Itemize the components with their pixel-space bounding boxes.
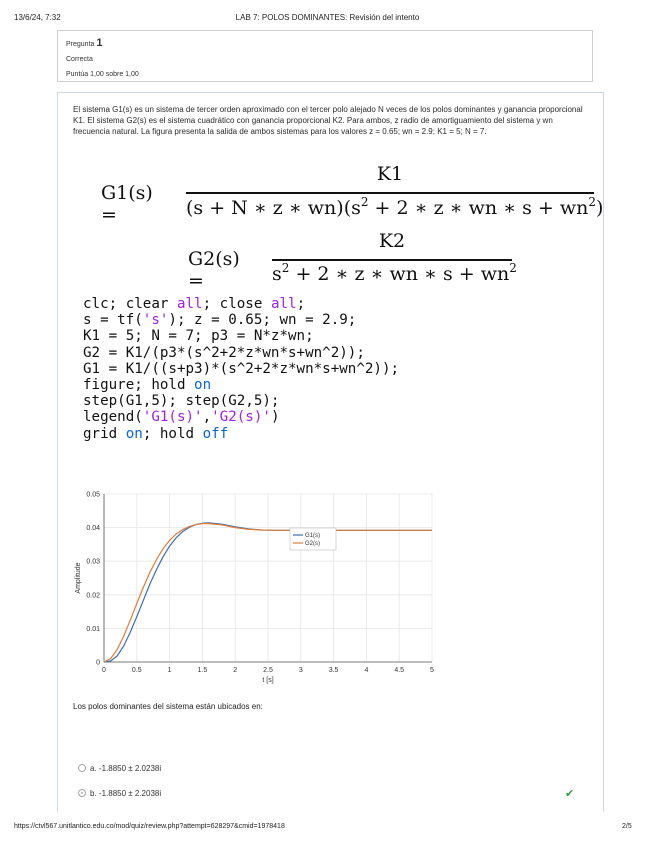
- x-tick-label: 2.5: [263, 667, 273, 674]
- option-a-letter: a.: [90, 764, 97, 773]
- g2-fraction-bar: [272, 259, 512, 261]
- step-response-chart: [70, 484, 450, 689]
- question-number: Pregunta 1: [66, 37, 103, 49]
- option-b-letter: b.: [90, 789, 97, 798]
- footer-page-number: 2/5: [622, 823, 632, 830]
- code-line-8: legend('G1(s)','G2(s)'): [83, 409, 280, 426]
- x-tick-label: 1: [167, 667, 172, 674]
- footer-url: https://ctvl567.unitlantico.edu.co/mod/quiz/review.php?attempt=628297&cmid=1978418: [14, 823, 285, 830]
- print-datetime: 13/6/24, 7:32: [14, 13, 61, 22]
- g2-lhs: G2(s) =: [188, 248, 240, 292]
- chart-legend: [290, 528, 336, 550]
- x-axis-label: t [s]: [262, 677, 274, 684]
- g1-lhs: G1(s) =: [101, 182, 153, 226]
- question-status: Correcta: [66, 56, 93, 63]
- page-title: LAB 7: POLOS DOMINANTES: Revisión del intento: [235, 13, 420, 22]
- code-line-4: G2 = K1/(p3*(s^2+2*z*wn*s+wn^2));: [83, 344, 365, 361]
- question-score: Puntúa 1,00 sobre 1,00: [66, 71, 139, 78]
- matlab-code: [83, 296, 399, 442]
- code-line-9: grid on; hold off: [83, 425, 229, 442]
- legend-entry: G2(s): [305, 541, 320, 548]
- x-tick-label: 2: [233, 667, 238, 674]
- y-tick-label: 0: [96, 659, 100, 667]
- question-info-box: [57, 30, 593, 82]
- x-tick-label: 0: [102, 667, 106, 674]
- g1-numerator: K1: [376, 163, 404, 185]
- x-tick-label: 4.5: [394, 667, 405, 674]
- g2-numerator: K2: [378, 230, 406, 252]
- x-tick-label: 3.5: [328, 667, 339, 674]
- option-a-radio[interactable]: [78, 764, 86, 772]
- option-b-text: -1.8850 ± 2.2038i: [98, 789, 162, 798]
- code-line-3: K1 = 5; N = 7; p3 = N*z*wn;: [83, 328, 314, 345]
- g1-denominator: (s + N ∗ z ∗ $wn)(s^2 + 2$ ∗ z ∗ wn ∗ $s + wn^2$): [186, 195, 604, 219]
- y-tick-label: 0.05: [86, 491, 100, 499]
- correct-check-icon: ✔: [565, 788, 575, 800]
- option-a[interactable]: [78, 764, 161, 773]
- code-line-1: clc; clear all; close all;: [83, 296, 306, 312]
- x-tick-label: 0.5: [131, 667, 142, 674]
- y-tick-label: 0.03: [86, 558, 100, 566]
- code-line-5: G1 = K1/((s+p3)*(s^2+2*z*wn*s+wn^2));: [83, 360, 400, 377]
- y-tick-label: 0.01: [86, 625, 100, 633]
- g1-fraction-bar: [186, 192, 594, 194]
- code-line-2: s = tf('s'); z = 0.65; wn = 2.9;: [83, 312, 357, 329]
- y-axis-label: Amplitude: [75, 562, 82, 594]
- legend-entry: G1(s): [305, 533, 320, 540]
- y-tick-label: 0.04: [86, 525, 100, 533]
- x-tick-label: 4: [364, 667, 369, 674]
- option-b[interactable]: [78, 789, 161, 798]
- option-b-radio[interactable]: [78, 789, 86, 797]
- question-statement: El sistema G1(s) es un sistema de tercer orden aproximado con el tercer polo alejado N veces de los polos dominantes y ganancia proporcional K1. El sistema G2(s) es el sistema cuadrático con ganancia proporcional K2. Para ambos, z radio de amortiguamiento del sistema y wn frecuencia natural. La figura presenta la salida de ambos sistemas para los valores z = 0.65; wn = 2.9; K1 = 5; N = 7.: [73, 105, 583, 136]
- question-prompt: Los polos dominantes del sistema están ubicados en:: [73, 702, 263, 711]
- x-tick-label: 5: [430, 667, 434, 674]
- option-a-text: -1.8850 ± 2.0238i: [98, 764, 162, 773]
- code-line-6: figure; hold on: [83, 377, 212, 394]
- chart-ticks: [86, 492, 434, 675]
- code-line-7: step(G1,5); step(G2,5);: [83, 393, 280, 410]
- g2-denominator: $s^2 + 2$ ∗ z ∗ wn ∗ $s + wn^2$: [272, 261, 517, 285]
- x-tick-label: 3: [298, 667, 303, 674]
- y-tick-label: 0.02: [86, 592, 100, 600]
- x-tick-label: 1.5: [197, 667, 208, 674]
